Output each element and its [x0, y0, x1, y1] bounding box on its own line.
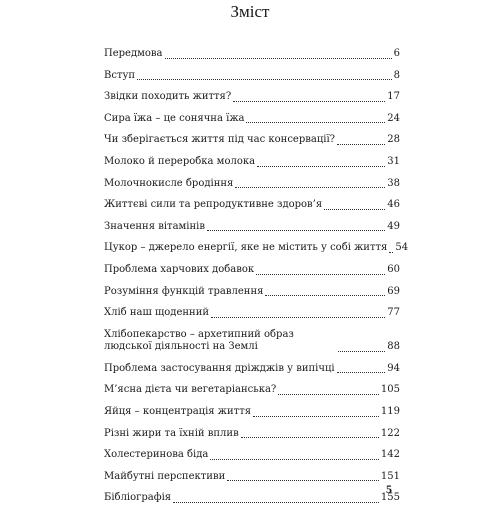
toc-entry-page: 142: [380, 449, 400, 461]
toc-entry-page: 49: [387, 220, 400, 232]
toc-entry-page: 38: [387, 177, 400, 189]
toc-entry[interactable]: [104, 212, 400, 234]
dot-leader: [227, 480, 379, 481]
dot-leader: [246, 122, 385, 123]
toc-entry-title: Бібліографія: [104, 492, 172, 504]
toc-entry[interactable]: [104, 354, 400, 376]
toc-entry-page: 46: [387, 199, 400, 211]
toc-entry-title: Проблема харчових добавок: [104, 264, 255, 276]
dot-leader: [338, 351, 385, 352]
page-number: 5: [386, 482, 392, 496]
toc-entry[interactable]: [104, 419, 400, 441]
toc-entry[interactable]: [104, 147, 400, 169]
toc-entry-page: 6: [393, 48, 400, 60]
toc-entry[interactable]: [104, 255, 400, 277]
toc-entry-title: Сира їжа – це сонячна їжа: [104, 112, 245, 124]
dot-leader: [324, 209, 385, 210]
toc-entry-title: Передмова: [104, 48, 163, 60]
dot-leader: [173, 502, 379, 503]
toc-entry[interactable]: [104, 462, 400, 484]
dot-leader: [337, 144, 385, 145]
dot-leader: [211, 317, 385, 318]
toc-entry-title: Різні жири та їхній вплив: [104, 427, 239, 439]
toc-entry-title: Холестеринова біда: [104, 449, 209, 461]
toc-entry-page: 77: [387, 307, 400, 319]
toc-entry[interactable]: [104, 39, 400, 61]
toc-entry[interactable]: [104, 440, 400, 462]
dot-leader: [278, 394, 379, 395]
toc-entry-page: 105: [380, 384, 400, 396]
toc-entry-page: 31: [387, 156, 400, 168]
toc-entry[interactable]: [104, 298, 400, 320]
toc-entry-title: Вступ: [104, 69, 136, 81]
table-of-contents: [104, 39, 409, 505]
page-title: Зміст: [230, 2, 270, 21]
toc-entry[interactable]: [104, 277, 400, 299]
toc-entry-page: 24: [387, 112, 400, 124]
toc-entry[interactable]: [104, 233, 409, 255]
toc-entry-title: Хліб наш щоденний: [104, 307, 210, 319]
toc-entry[interactable]: [104, 375, 400, 397]
toc-entry[interactable]: [104, 190, 400, 212]
toc-entry-page: 17: [387, 91, 400, 103]
toc-entry-title: Життєві сили та репродуктивне здоров’я: [104, 199, 323, 211]
dot-leader: [137, 79, 392, 80]
toc-entry-title: Звідки походить життя?: [104, 91, 232, 103]
toc-entry[interactable]: [104, 320, 400, 354]
dot-leader: [256, 274, 385, 275]
toc-entry-page: 60: [387, 264, 400, 276]
toc-entry-page: 28: [387, 134, 400, 146]
toc-entry[interactable]: [104, 483, 400, 505]
dot-leader: [210, 459, 379, 460]
toc-entry-title: Яйця – концентрація життя: [104, 406, 252, 417]
dot-leader: [265, 295, 385, 296]
toc-entry-page: 151: [380, 470, 400, 482]
dot-leader: [389, 252, 393, 253]
dot-leader: [337, 372, 386, 373]
dot-leader: [253, 416, 379, 417]
toc-entry-title: Молочнокисле бродіння: [104, 177, 234, 189]
toc-entry-title: Хлібопекарство – архетипний образ людської діяльності на Землі: [104, 328, 294, 353]
dot-leader: [235, 187, 385, 188]
toc-entry-title: Чи зберігається життя під час консервації?: [104, 134, 336, 146]
dot-leader: [241, 437, 379, 438]
toc-entry-page: 119: [380, 406, 400, 417]
toc-entry-title: М’ясна дієта чи вегетаріанська?: [104, 384, 277, 396]
toc-entry-page: 69: [387, 285, 400, 297]
toc-entry-title: Цукор – джерело енергії, яке не містить у собі життя: [104, 242, 388, 254]
toc-entry[interactable]: [104, 61, 400, 83]
toc-entry-page: 54: [395, 242, 409, 254]
dot-leader: [257, 166, 385, 167]
toc-entry-page: 88: [387, 341, 400, 353]
dot-leader: [207, 230, 385, 231]
toc-entry[interactable]: [104, 104, 400, 126]
toc-entry-page: 8: [393, 69, 400, 81]
toc-entry[interactable]: [104, 82, 400, 104]
toc-entry-page: 94: [387, 362, 400, 374]
dot-leader: [233, 101, 385, 102]
toc-entry-title: Розуміння функцій травлення: [104, 285, 264, 297]
toc-entry-page: 155: [380, 492, 400, 504]
toc-entry[interactable]: [104, 169, 400, 191]
toc-entry[interactable]: [104, 125, 400, 147]
toc-entry-title: Молоко й переробка молока: [104, 156, 256, 168]
toc-entry-title: Значення вітамінів: [104, 220, 205, 232]
toc-entry-title: Майбутні перспективи: [104, 470, 226, 482]
dot-leader: [165, 58, 392, 59]
toc-entry[interactable]: [104, 397, 400, 419]
toc-entry-page: 122: [380, 427, 400, 439]
toc-entry-title: Проблема застосування дріжджів у випічці: [104, 362, 335, 374]
